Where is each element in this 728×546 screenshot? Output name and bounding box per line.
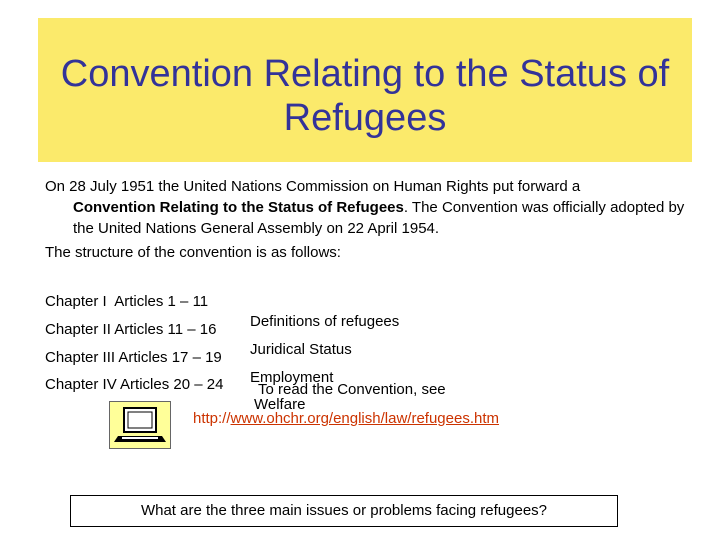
chapter-label: Chapter II Articles 11 – 16 — [45, 321, 217, 338]
chapter-description: Juridical Status — [250, 341, 352, 358]
title-band — [38, 18, 692, 162]
chapter-description: Welfare — [254, 396, 306, 413]
chapter-label: Chapter IV Articles 20 – 24 — [45, 376, 224, 393]
intro-continuation — [45, 197, 685, 239]
computer-icon — [109, 401, 171, 449]
chapter-description: Employment — [250, 369, 334, 386]
convention-name: Convention Relating to the Status of Refugees — [73, 199, 404, 216]
intro-text-2: . The Convention was officially adopted by the United Nations General Assembly on 22 April 1954. — [73, 199, 685, 237]
link-prefix[interactable]: http:// — [193, 410, 231, 427]
read-note: To read the Convention, see — [258, 381, 446, 398]
intro-paragraph — [45, 176, 685, 239]
discussion-question: What are the three main issues or problems facing refugees? — [70, 495, 618, 527]
chapter-description: Definitions of refugees — [250, 313, 400, 330]
page-title: Convention Relating to the Status of Refugees — [60, 53, 670, 139]
intro-text-1: On 28 July 1951 the United Nations Commission on Human Rights put forward a — [45, 178, 581, 195]
chapter-label: Chapter III Articles 17 – 19 — [45, 349, 222, 366]
convention-link[interactable] — [193, 410, 499, 427]
structure-intro: The structure of the convention is as follows: — [45, 244, 341, 261]
chapter-label: Chapter I Articles 1 – 11 — [45, 293, 209, 310]
link-url[interactable]: www.ohchr.org/english/law/refugees.htm — [230, 410, 500, 427]
